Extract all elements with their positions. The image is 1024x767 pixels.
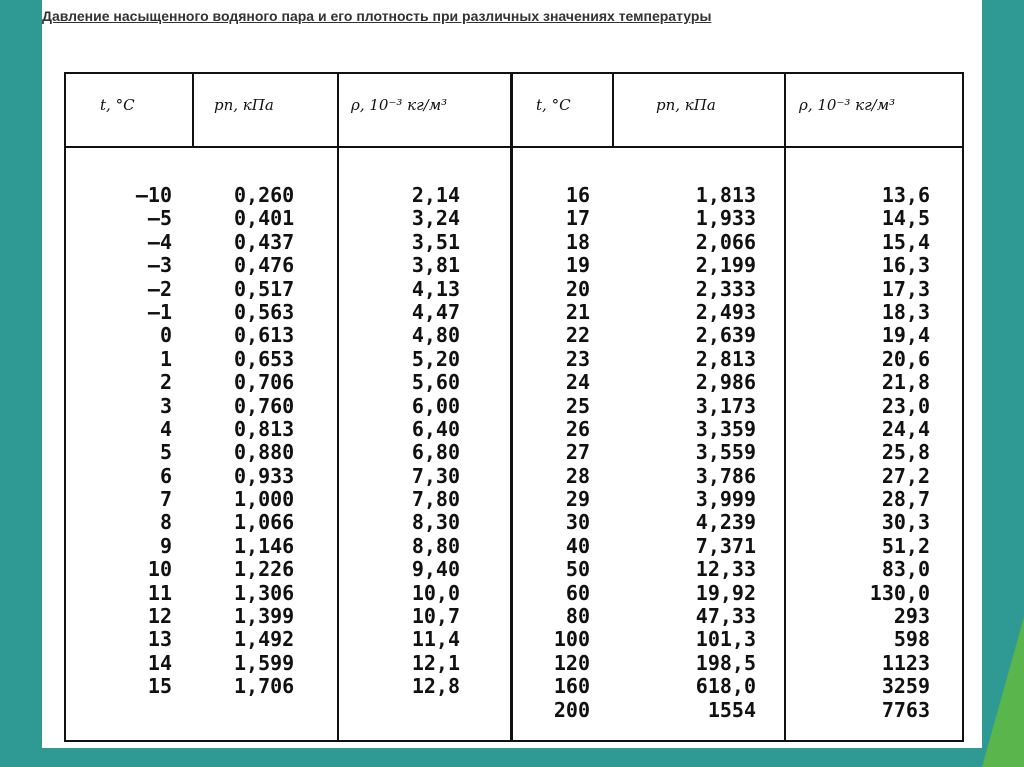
header-p-left: pп, кПа: [214, 96, 274, 114]
table-cell-temperature: 28: [565, 463, 590, 488]
table-cell-pressure: 2,986: [695, 370, 756, 395]
table-cell-density: 11,4: [411, 627, 460, 652]
header-rho-right: ρ, 10⁻³ кг/м³: [799, 96, 896, 114]
table-cell-temperature: 200: [553, 697, 590, 722]
table-cell-pressure: 2,813: [695, 346, 756, 371]
table-cell-pressure: 47,33: [695, 604, 756, 629]
table-cell-pressure: 0,517: [234, 276, 295, 301]
table-cell-pressure: 0,401: [234, 206, 295, 231]
table-cell-temperature: 2: [159, 370, 172, 395]
table-cell-pressure: 19,92: [695, 580, 756, 605]
table-cell-density: 3,51: [411, 229, 460, 254]
table-cell-density: 7,30: [411, 463, 460, 488]
table-cell-density: 2,14: [411, 183, 460, 207]
table-cell-temperature: 100: [553, 627, 590, 652]
table-cell-pressure: 0,260: [234, 183, 295, 207]
table-cell-temperature: 16: [565, 183, 590, 207]
table-cell-pressure: 7,371: [695, 533, 756, 558]
table-cell-pressure: 1,399: [234, 604, 295, 629]
header-p-right: pп, кПа: [656, 96, 716, 114]
table-cell-pressure: 0,613: [234, 323, 295, 348]
table-cell-temperature: —4: [147, 229, 172, 254]
table-cell-pressure: 2,493: [695, 299, 756, 324]
table-cell-density: 5,60: [411, 370, 460, 395]
table-cell-temperature: —5: [147, 206, 172, 231]
table-cell-density: 130,0: [869, 580, 930, 605]
table-cell-density: 7,80: [411, 487, 460, 512]
table-cell-temperature: 19: [565, 253, 590, 278]
table-cell-pressure: 618,0: [695, 674, 756, 699]
table-cell-pressure: 0,813: [234, 416, 295, 441]
table-cell-temperature: 80: [565, 604, 590, 629]
table-cell-temperature: —2: [147, 276, 172, 301]
table-cell-density: 10,7: [411, 604, 460, 629]
table-cell-density: 21,8: [881, 370, 930, 395]
table-cell-temperature: 29: [565, 487, 590, 512]
table-cell-temperature: 13: [147, 627, 172, 652]
table-cell-density: 23,0: [881, 393, 930, 418]
column-t-right: [536, 184, 590, 722]
table-cell-pressure: 0,476: [234, 253, 295, 278]
table-cell-pressure: 1554: [707, 697, 756, 722]
column-p-right: [646, 184, 756, 722]
table-cell-density: 8,80: [411, 533, 460, 558]
table-cell-pressure: 2,333: [695, 276, 756, 301]
table-cell-density: 15,4: [881, 229, 930, 254]
table-cell-temperature: 6: [159, 463, 172, 488]
table-cell-temperature: 15: [147, 674, 172, 699]
table-cell-pressure: 4,239: [695, 510, 756, 535]
table-cell-density: 6,40: [411, 416, 460, 441]
table-cell-pressure: 1,000: [234, 487, 295, 512]
table-cell-pressure: 1,066: [234, 510, 295, 535]
table-cell-density: 12,8: [411, 674, 460, 699]
table-cell-temperature: —1: [147, 299, 172, 324]
table-cell-density: 20,6: [881, 346, 930, 371]
table-cell-density: 18,3: [881, 299, 930, 324]
table-cell-temperature: 120: [553, 650, 590, 675]
table-cell-density: 3,81: [411, 253, 460, 278]
table-cell-pressure: 3,999: [695, 487, 756, 512]
column-t-left: [96, 184, 172, 699]
table-cell-density: 28,7: [881, 487, 930, 512]
table-cell-temperature: 4: [159, 416, 172, 441]
table-cell-pressure: 3,173: [695, 393, 756, 418]
table-cell-temperature: 160: [553, 674, 590, 699]
table-cell-temperature: 5: [159, 440, 172, 465]
table-cell-density: 51,2: [881, 533, 930, 558]
table-cell-temperature: 17: [565, 206, 590, 231]
table-cell-pressure: 1,146: [234, 533, 295, 558]
column-divider: [510, 74, 513, 740]
table-cell-pressure: 0,933: [234, 463, 295, 488]
table-cell-density: 3,24: [411, 206, 460, 231]
table-cell-temperature: 10: [147, 557, 172, 582]
table-cell-temperature: 40: [565, 533, 590, 558]
table-cell-temperature: —3: [147, 253, 172, 278]
table-cell-pressure: 3,559: [695, 440, 756, 465]
column-divider: [784, 74, 786, 740]
table-cell-density: 19,4: [881, 323, 930, 348]
table-cell-pressure: 12,33: [695, 557, 756, 582]
table-cell-temperature: 26: [565, 416, 590, 441]
table-cell-pressure: 0,653: [234, 346, 295, 371]
header-divider: [66, 146, 962, 148]
page-title: Давление насыщенного водяного пара и его плотность при различных значениях температуры: [42, 8, 712, 24]
table-cell-pressure: 2,199: [695, 253, 756, 278]
table-cell-temperature: 23: [565, 346, 590, 371]
table-cell-temperature: 20: [565, 276, 590, 301]
column-p-left: [234, 184, 334, 699]
table-cell-density: 5,20: [411, 346, 460, 371]
table-cell-temperature: 3: [159, 393, 172, 418]
table-cell-density: 4,13: [411, 276, 460, 301]
data-table: [64, 72, 964, 742]
table-cell-temperature: 22: [565, 323, 590, 348]
table-cell-pressure: 1,306: [234, 580, 295, 605]
table-cell-pressure: 1,813: [695, 183, 756, 207]
column-rho-left: [366, 184, 460, 699]
table-cell-density: 9,40: [411, 557, 460, 582]
table-cell-density: 27,2: [881, 463, 930, 488]
table-cell-density: 7763: [881, 697, 930, 722]
table-cell-temperature: 21: [565, 299, 590, 324]
header-t-left: t, °С: [100, 96, 135, 114]
table-cell-density: 12,1: [411, 650, 460, 675]
table-cell-pressure: 101,3: [695, 627, 756, 652]
table-cell-pressure: 1,706: [234, 674, 295, 699]
table-cell-temperature: 18: [565, 229, 590, 254]
table-cell-density: 24,4: [881, 416, 930, 441]
table-cell-temperature: 30: [565, 510, 590, 535]
header-rho-left: ρ, 10⁻³ кг/м³: [351, 96, 448, 114]
table-cell-pressure: 0,880: [234, 440, 295, 465]
table-cell-temperature: 0: [159, 323, 172, 348]
column-divider: [192, 74, 194, 146]
column-divider: [337, 74, 339, 740]
table-cell-density: 6,00: [411, 393, 460, 418]
table-cell-density: 25,8: [881, 440, 930, 465]
table-cell-density: 30,3: [881, 510, 930, 535]
table-cell-density: 3259: [881, 674, 930, 699]
table-cell-pressure: 3,786: [695, 463, 756, 488]
table-cell-temperature: 8: [159, 510, 172, 535]
table-cell-density: 13,6: [881, 183, 930, 207]
table-cell-density: 293: [893, 604, 930, 629]
table-cell-pressure: 0,706: [234, 370, 295, 395]
table-cell-temperature: 24: [565, 370, 590, 395]
table-cell-pressure: 2,066: [695, 229, 756, 254]
table-cell-density: 83,0: [881, 557, 930, 582]
table-cell-pressure: 0,760: [234, 393, 295, 418]
table-cell-density: 10,0: [411, 580, 460, 605]
table-cell-pressure: 2,639: [695, 323, 756, 348]
column-rho-right: [826, 184, 930, 722]
table-cell-pressure: 1,492: [234, 627, 295, 652]
table-cell-temperature: 50: [565, 557, 590, 582]
table-cell-pressure: 198,5: [695, 650, 756, 675]
table-cell-density: 8,30: [411, 510, 460, 535]
table-cell-temperature: 14: [147, 650, 172, 675]
table-cell-temperature: 25: [565, 393, 590, 418]
table-cell-density: 4,47: [411, 299, 460, 324]
table-cell-pressure: 0,563: [234, 299, 295, 324]
table-cell-pressure: 3,359: [695, 416, 756, 441]
slide: [42, 0, 982, 748]
table-cell-pressure: 1,933: [695, 206, 756, 231]
table-cell-temperature: 27: [565, 440, 590, 465]
table-cell-density: 14,5: [881, 206, 930, 231]
corner-decoration: [982, 617, 1024, 767]
table-cell-density: 6,80: [411, 440, 460, 465]
table-cell-temperature: 7: [159, 487, 172, 512]
table-cell-pressure: 1,599: [234, 650, 295, 675]
table-cell-temperature: 11: [147, 580, 172, 605]
table-cell-density: 16,3: [881, 253, 930, 278]
table-cell-temperature: 9: [159, 533, 172, 558]
table-cell-temperature: 12: [147, 604, 172, 629]
header-t-right: t, °С: [536, 96, 571, 114]
table-cell-density: 17,3: [881, 276, 930, 301]
table-cell-temperature: —10: [135, 183, 172, 207]
table-cell-density: 598: [893, 627, 930, 652]
table-cell-temperature: 1: [159, 346, 172, 371]
table-cell-pressure: 1,226: [234, 557, 295, 582]
column-divider: [612, 74, 614, 146]
table-cell-temperature: 60: [565, 580, 590, 605]
table-cell-pressure: 0,437: [234, 229, 295, 254]
table-cell-density: 4,80: [411, 323, 460, 348]
table-cell-density: 1123: [881, 650, 930, 675]
